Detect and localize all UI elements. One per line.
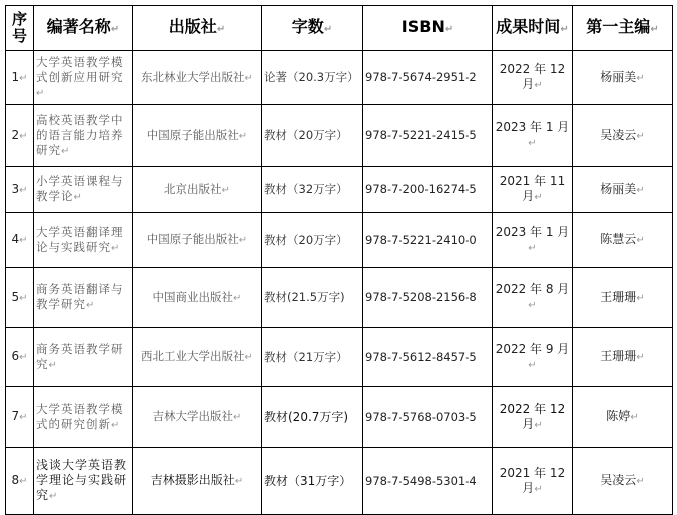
header-publisher: 出版社↵ [133, 6, 262, 51]
row-seq: 7↵ [6, 387, 34, 448]
row-words: 教材（32万字） [262, 167, 363, 213]
row-words: 教材（20万字） [262, 105, 363, 167]
table-row [6, 328, 673, 387]
row-words: 教材（31万字） [262, 448, 363, 515]
header-isbn: ISBN↵ [363, 6, 493, 51]
row-date: 2023 年 1 月↵ [493, 105, 573, 167]
row-date: 2022 年 8 月↵ [493, 268, 573, 328]
header-row [6, 6, 673, 51]
row-seq: 8↵ [6, 448, 34, 515]
table-row [6, 387, 673, 448]
table-row [6, 213, 673, 268]
row-date: 2021 年 11 月↵ [493, 167, 573, 213]
header-seq: 序号 [6, 6, 34, 51]
row-isbn: 978-7-200-16274-5 [363, 167, 493, 213]
row-publisher: 吉林大学出版社↵ [133, 387, 262, 448]
row-isbn: 978-7-5221-2410-0 [363, 213, 493, 268]
row-title: 小学英语课程与教学论↵ [34, 167, 133, 213]
row-seq: 3↵ [6, 167, 34, 213]
row-isbn: 978-7-5208-2156-8 [363, 268, 493, 328]
table-row [6, 448, 673, 515]
row-publisher: 中国商业出版社↵ [133, 268, 262, 328]
row-publisher: 北京出版社↵ [133, 167, 262, 213]
table-row [6, 268, 673, 328]
row-isbn: 978-7-5768-0703-5 [363, 387, 493, 448]
row-editor: 王珊珊↵ [573, 268, 673, 328]
table-row [6, 167, 673, 213]
header-title: 编著名称↵ [34, 6, 133, 51]
row-editor: 杨丽美↵ [573, 51, 673, 105]
row-seq: 4↵ [6, 213, 34, 268]
row-publisher: 中国原子能出版社↵ [133, 213, 262, 268]
table-row [6, 51, 673, 105]
row-words: 教材(20.7万字) [262, 387, 363, 448]
row-seq: 2↵ [6, 105, 34, 167]
row-date: 2022 年 12 月↵ [493, 387, 573, 448]
row-title: 高校英语教学中的语言能力培养研究↵ [34, 105, 133, 167]
row-editor: 吴凌云↵ [573, 105, 673, 167]
header-words: 字数↵ [262, 6, 363, 51]
row-seq: 5↵ [6, 268, 34, 328]
row-words: 论著（20.3万字） [262, 51, 363, 105]
row-words: 教材（21万字） [262, 328, 363, 387]
row-date: 2022 年 12 月↵ [493, 51, 573, 105]
publication-table [5, 5, 673, 515]
row-date: 2023 年 1 月↵ [493, 213, 573, 268]
row-editor: 吴凌云↵ [573, 448, 673, 515]
row-date: 2021 年 12 月↵ [493, 448, 573, 515]
row-title: 浅谈大学英语教学理论与实践研究↵ [34, 448, 133, 515]
row-isbn: 978-7-5674-2951-2 [363, 51, 493, 105]
row-editor: 陈婷↵ [573, 387, 673, 448]
row-editor: 陈慧云↵ [573, 213, 673, 268]
row-date: 2022 年 9 月↵ [493, 328, 573, 387]
row-isbn: 978-7-5221-2415-5 [363, 105, 493, 167]
row-title: 大学英语翻译理论与实践研究↵ [34, 213, 133, 268]
row-seq: 1↵ [6, 51, 34, 105]
row-editor: 杨丽美↵ [573, 167, 673, 213]
row-words: 教材（20万字） [262, 213, 363, 268]
row-title: 大学英语教学模式创新应用研究↵ [34, 51, 133, 105]
row-publisher: 西北工业大学出版社↵ [133, 328, 262, 387]
row-title: 大学英语教学模式的研究创新↵ [34, 387, 133, 448]
row-words: 教材(21.5万字) [262, 268, 363, 328]
header-editor: 第一主编↵ [573, 6, 673, 51]
row-isbn: 978-7-5612-8457-5 [363, 328, 493, 387]
row-editor: 王珊珊↵ [573, 328, 673, 387]
row-isbn: 978-7-5498-5301-4 [363, 448, 493, 515]
row-title: 商务英语教学研究↵ [34, 328, 133, 387]
row-seq: 6↵ [6, 328, 34, 387]
row-publisher: 中国原子能出版社↵ [133, 105, 262, 167]
header-date: 成果时间↵ [493, 6, 573, 51]
row-publisher: 东北林业大学出版社↵ [133, 51, 262, 105]
row-title: 商务英语翻译与教学研究↵ [34, 268, 133, 328]
row-publisher: 吉林摄影出版社↵ [133, 448, 262, 515]
table-row [6, 105, 673, 167]
